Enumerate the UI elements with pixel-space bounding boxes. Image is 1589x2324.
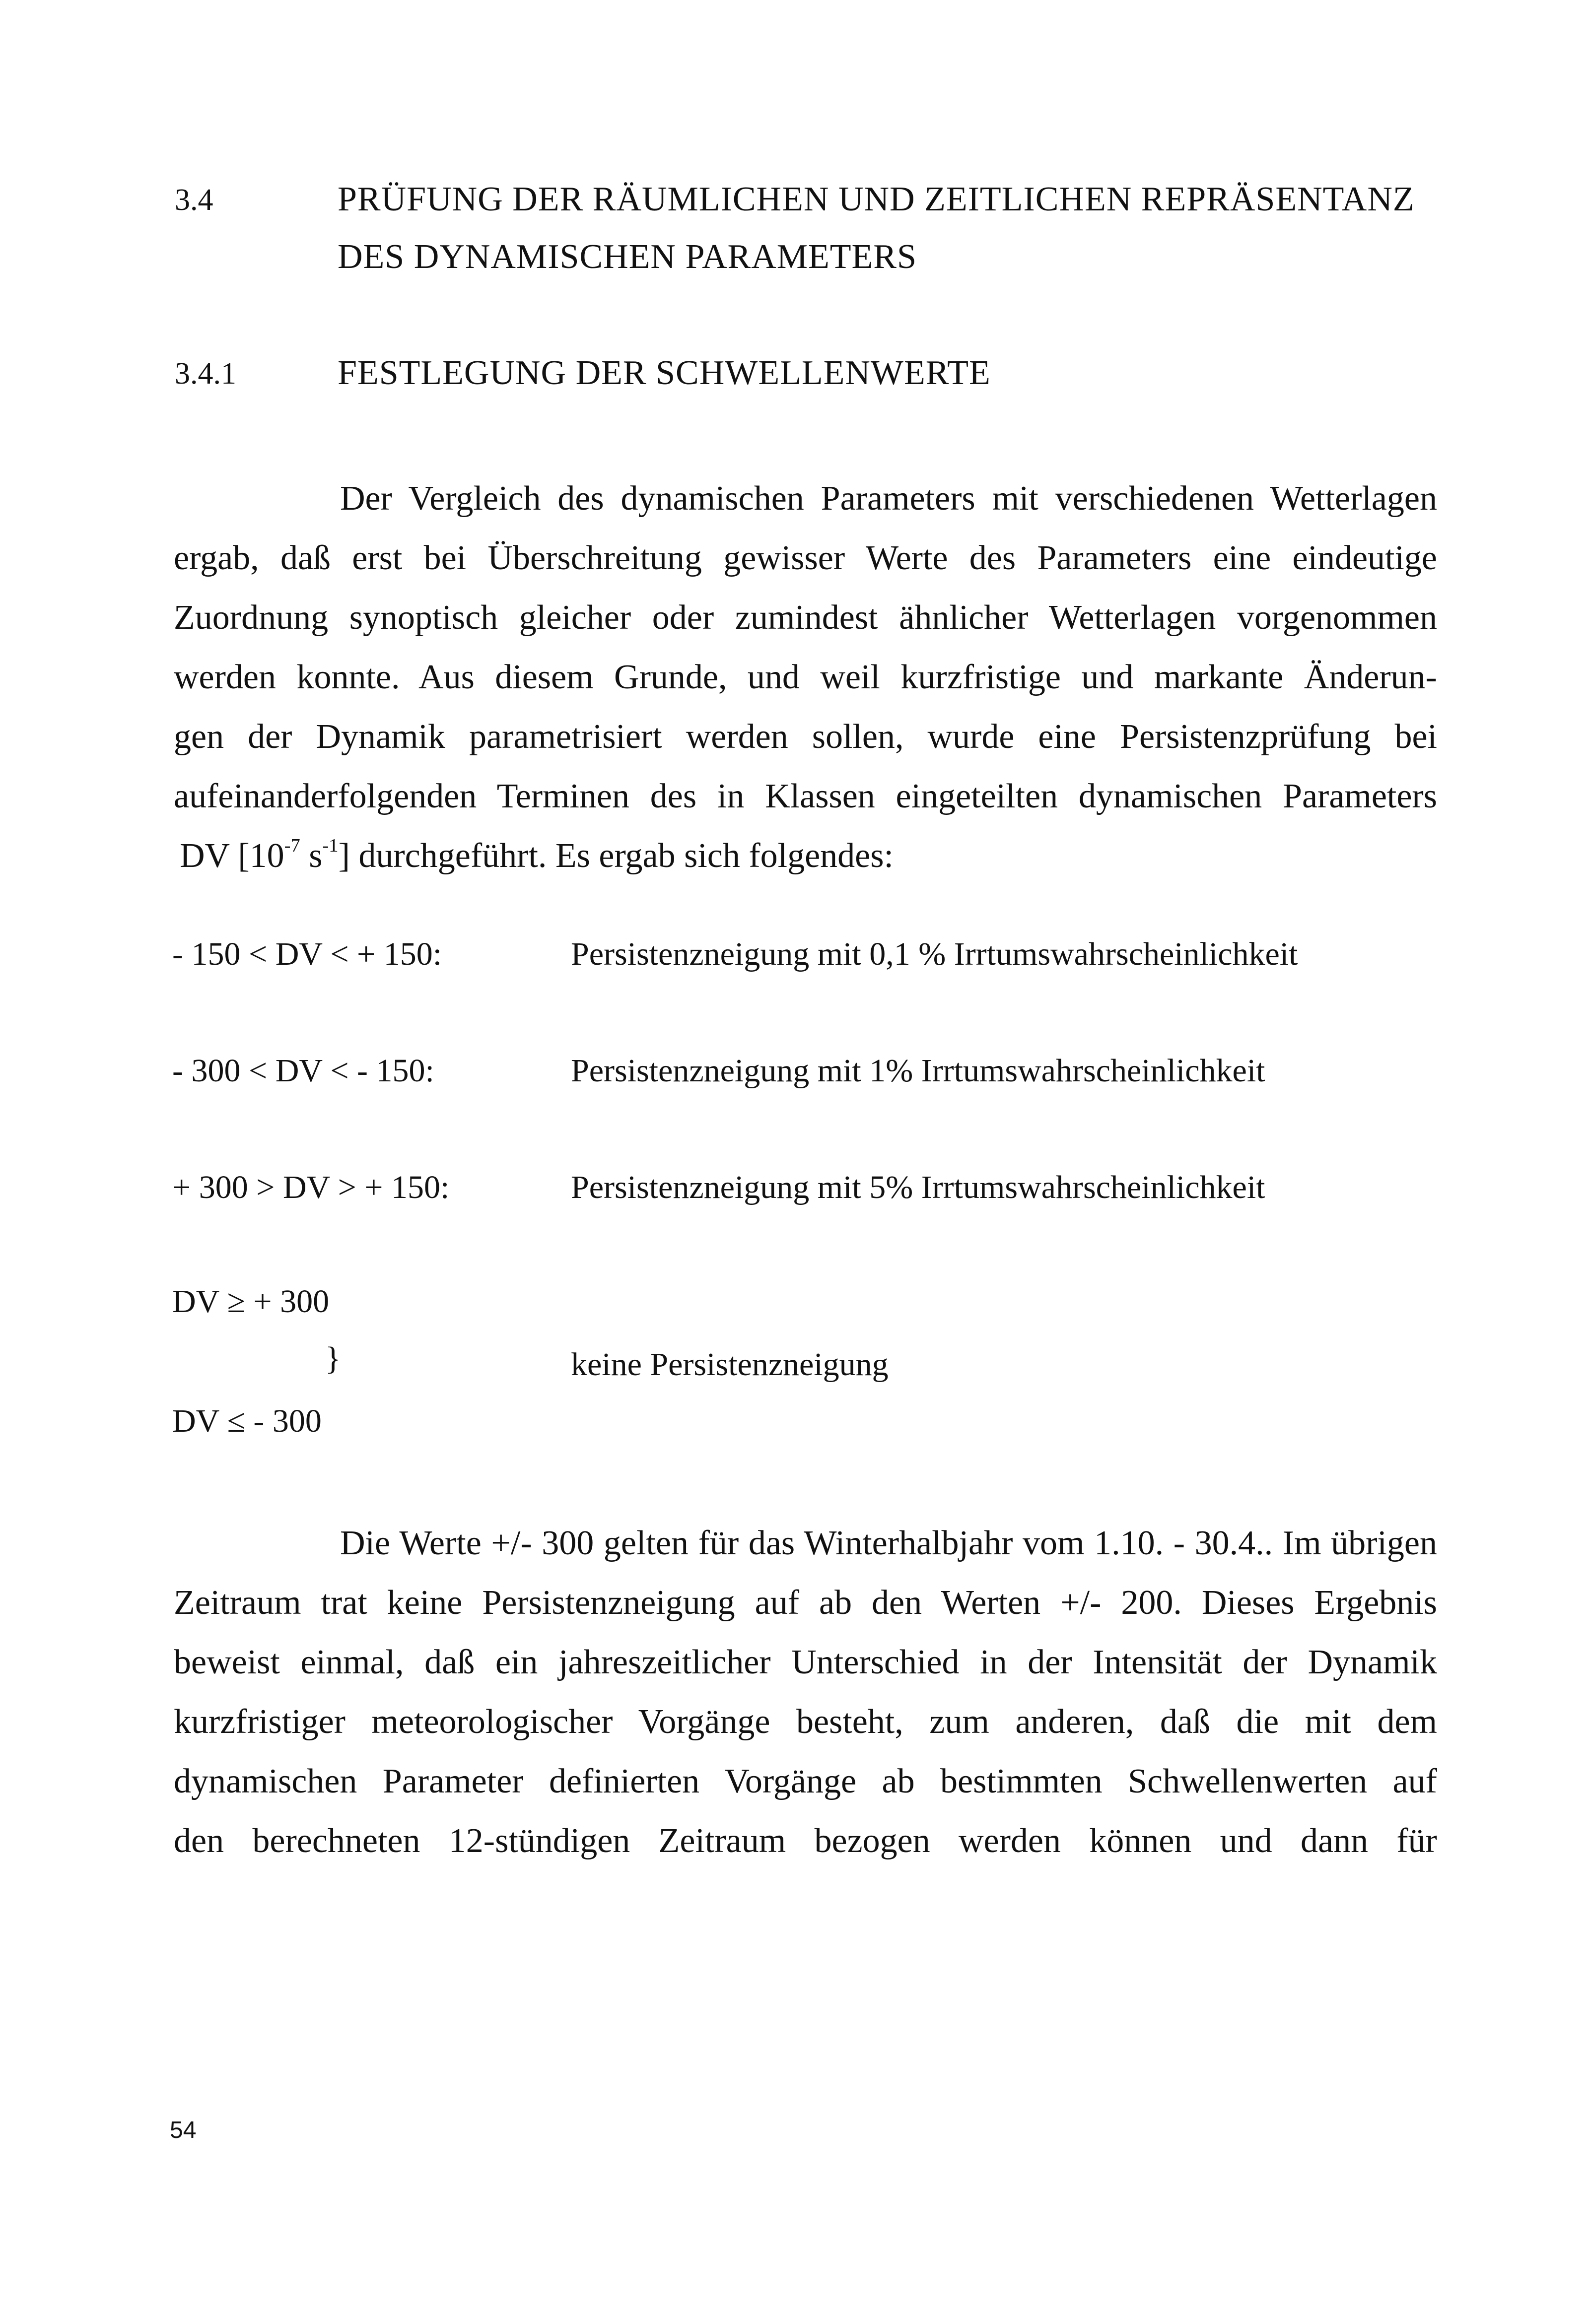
paragraph-line: Zuordnung synoptisch gleicher oder zumindest ähnlicher Wetterlagen vorgenommen	[174, 598, 1437, 637]
paragraph-last-line	[174, 826, 1437, 886]
paragraph-line: beweist einmal, daß ein jahreszeitlicher Unterschied in der Intensität der Dynamik	[174, 1643, 1437, 1681]
paragraph-line: gen der Dynamik parametrisiert werden sollen, wurde eine Persistenzprüfung bei	[174, 718, 1437, 756]
paragraph-line: ergab, daß erst bei Überschreitung gewisser Werte des Parameters eine eindeutige	[174, 539, 1437, 577]
paragraph-line: Zeitraum trat keine Persistenzneigung auf ab den Werten +/- 200. Dieses Ergebnis	[174, 1584, 1437, 1622]
subsection-title: FESTLEGUNG DER SCHWELLENWERTE	[338, 354, 991, 392]
rule-group-description: keine Persistenzneigung	[571, 1346, 889, 1383]
paragraph-line: Der Vergleich des dynamischen Parameters mit verschiedenen Wetterlagen	[340, 479, 1437, 518]
rule-condition: - 150 < DV < + 150:	[172, 936, 442, 972]
rule-description: Persistenzneigung mit 1% Irrtumswahrscheinlichkeit	[571, 1053, 1265, 1089]
paragraph-1	[174, 469, 1437, 886]
rule-condition: + 300 > DV > + 150:	[172, 1169, 450, 1205]
paragraph-2	[174, 1514, 1437, 1871]
unit-exponent-1: -7	[284, 835, 300, 857]
subsection-number: 3.4.1	[175, 357, 236, 391]
unit-exponent-2: -1	[322, 835, 339, 857]
section-title-line2: DES DYNAMISCHEN PARAMETERS	[338, 238, 917, 276]
unit-seconds: s	[300, 837, 323, 875]
section-number: 3.4	[175, 183, 213, 217]
rule-group-lower-condition: DV ≤ - 300	[172, 1403, 322, 1439]
paragraph-line: den berechneten 12-stündigen Zeitraum bezogen werden können und dann für	[174, 1822, 1437, 1860]
unit-prefix: DV [10	[180, 837, 284, 875]
unit-suffix: ] durchgeführt. Es ergab sich folgendes:	[338, 837, 894, 875]
rule-description: Persistenzneigung mit 5% Irrtumswahrscheinlichkeit	[571, 1169, 1265, 1205]
paragraph-line: aufeinanderfolgenden Terminen des in Klassen eingeteilten dynamischen Parameters	[174, 777, 1437, 815]
page-number: 54	[170, 2117, 197, 2143]
paragraph-line: Die Werte +/- 300 gelten für das Winterhalbjahr vom 1.10. - 30.4.. Im übrigen	[340, 1524, 1437, 1562]
rule-group-upper-condition: DV ≥ + 300	[172, 1283, 330, 1320]
rule-condition: - 300 < DV < - 150:	[172, 1053, 434, 1089]
rule-group-brace: }	[325, 1340, 341, 1377]
section-title-line1: PRÜFUNG DER RÄUMLICHEN UND ZEITLICHEN REPRÄSENTANZ	[338, 180, 1415, 218]
paragraph-line: dynamischen Parameter definierten Vorgänge ab bestimmten Schwellenwerten auf	[174, 1762, 1437, 1800]
paragraph-line: kurzfristiger meteorologischer Vorgänge besteht, zum anderen, daß die mit dem	[174, 1703, 1437, 1741]
rule-description: Persistenzneigung mit 0,1 % Irrtumswahrscheinlichkeit	[571, 936, 1298, 972]
paragraph-line: werden konnte. Aus diesem Grunde, und weil kurzfristige und markante Änderun-	[174, 658, 1437, 696]
